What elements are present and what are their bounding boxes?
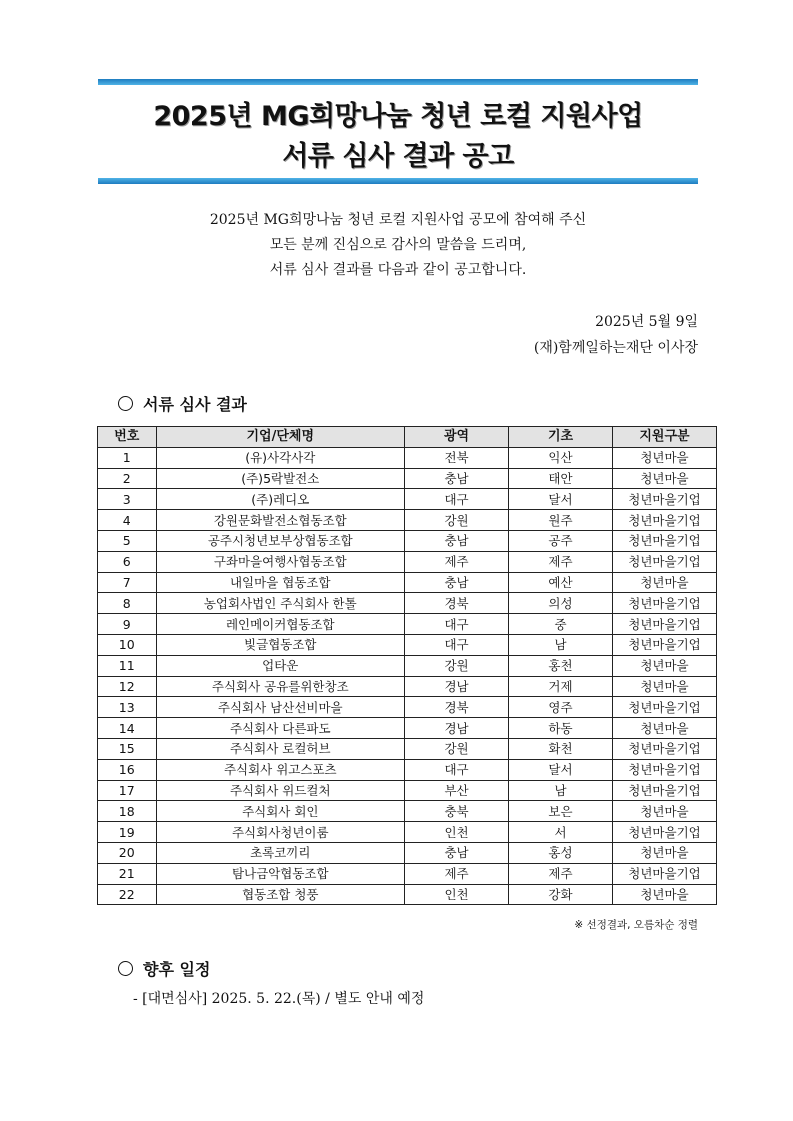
support-type-cell: 청년마을기업 [612,614,716,635]
district-cell: 제주 [509,551,613,572]
section-heading-results [118,392,247,415]
district-cell: 중 [509,614,613,635]
row-number-cell: 16 [98,759,157,780]
table-row [98,634,717,655]
row-number-cell: 8 [98,593,157,614]
support-type-cell: 청년마을기업 [612,780,716,801]
region-cell: 경북 [405,697,509,718]
table-row [98,738,717,759]
region-cell: 경북 [405,593,509,614]
region-cell: 대구 [405,634,509,655]
table-header-row [98,427,717,448]
intro-paragraph [98,208,698,283]
district-cell: 보은 [509,801,613,822]
support-type-cell: 청년마을기업 [612,759,716,780]
table-row [98,780,717,801]
table-row [98,593,717,614]
support-type-cell: 청년마을기업 [612,697,716,718]
row-number-cell: 4 [98,510,157,531]
schedule-item: - [대면심사] 2025. 5. 22.(목) / 별도 안내 예정 [133,991,425,1007]
support-type-cell: 청년마을기업 [612,510,716,531]
support-type-cell: 청년마을 [612,718,716,739]
region-cell: 충남 [405,530,509,551]
org-name-cell: 내일마을 협동조합 [156,572,405,593]
row-number-cell: 11 [98,655,157,676]
header-district: 기초 [509,427,613,448]
table-row [98,614,717,635]
support-type-cell: 청년마을 [612,676,716,697]
district-cell: 홍성 [509,842,613,863]
header-number: 번호 [98,427,157,448]
table-row [98,863,717,884]
table-row [98,697,717,718]
org-name-cell: 주식회사청년이룸 [156,822,405,843]
signature: (재)함께일하는재단 이사장 [533,340,698,356]
table-row [98,842,717,863]
region-cell: 대구 [405,759,509,780]
support-type-cell: 청년마을 [612,801,716,822]
region-cell: 충남 [405,468,509,489]
row-number-cell: 1 [98,447,157,468]
district-cell: 서 [509,822,613,843]
org-name-cell: 주식회사 다른파도 [156,718,405,739]
support-type-cell: 청년마을 [612,884,716,905]
region-cell: 충남 [405,842,509,863]
district-cell: 달서 [509,489,613,510]
intro-line-3: 서류 심사 결과를 다음과 같이 공고합니다. [269,262,527,278]
district-cell: 홍천 [509,655,613,676]
district-cell: 원주 [509,510,613,531]
support-type-cell: 청년마을 [612,655,716,676]
row-number-cell: 14 [98,718,157,739]
row-number-cell: 20 [98,842,157,863]
intro-line-2: 모든 분께 진심으로 감사의 말씀을 드리며, [269,237,527,253]
district-cell: 남 [509,780,613,801]
org-name-cell: 빛글협동조합 [156,634,405,655]
row-number-cell: 18 [98,801,157,822]
org-name-cell: (주)레디오 [156,489,405,510]
region-cell: 충남 [405,572,509,593]
row-number-cell: 5 [98,530,157,551]
table-row [98,655,717,676]
page-title-line1: 2025년 MG희망나눔 청년 로컬 지원사업 [153,101,643,132]
section-heading-schedule [118,957,210,980]
table-row [98,551,717,572]
region-cell: 제주 [405,551,509,572]
district-cell: 달서 [509,759,613,780]
org-name-cell: (유)사각사각 [156,447,405,468]
region-cell: 강원 [405,738,509,759]
district-cell: 제주 [509,863,613,884]
region-cell: 경남 [405,718,509,739]
support-type-cell: 청년마을기업 [612,551,716,572]
district-cell: 남 [509,634,613,655]
district-cell: 태안 [509,468,613,489]
support-type-cell: 청년마을기업 [612,593,716,614]
org-name-cell: 주식회사 로컬허브 [156,738,405,759]
support-type-cell: 청년마을기업 [612,489,716,510]
district-cell: 거제 [509,676,613,697]
circle-bullet-icon [118,961,133,976]
region-cell: 인천 [405,822,509,843]
header-region: 광역 [405,427,509,448]
row-number-cell: 19 [98,822,157,843]
announcement-date: 2025년 5월 9일 [595,314,698,330]
page-title-line2: 서류 심사 결과 공고 [282,141,514,172]
table-row [98,884,717,905]
table-row [98,468,717,489]
district-cell: 영주 [509,697,613,718]
org-name-cell: 주식회사 남산선비마을 [156,697,405,718]
region-cell: 강원 [405,510,509,531]
org-name-cell: 레인메이커협동조합 [156,614,405,635]
org-name-cell: 주식회사 공유를위한창조 [156,676,405,697]
support-type-cell: 청년마을 [612,468,716,489]
support-type-cell: 청년마을기업 [612,822,716,843]
region-cell: 강원 [405,655,509,676]
support-type-cell: 청년마을 [612,842,716,863]
org-name-cell: (주)5락발전소 [156,468,405,489]
table-row [98,510,717,531]
row-number-cell: 9 [98,614,157,635]
header-org-name: 기업/단체명 [156,427,405,448]
row-number-cell: 21 [98,863,157,884]
org-name-cell: 농업회사법인 주식회사 한톨 [156,593,405,614]
district-cell: 공주 [509,530,613,551]
org-name-cell: 주식회사 위고스포츠 [156,759,405,780]
row-number-cell: 17 [98,780,157,801]
support-type-cell: 청년마을기업 [612,863,716,884]
table-row [98,447,717,468]
title-bottom-rule [98,178,698,184]
row-number-cell: 13 [98,697,157,718]
table-row [98,572,717,593]
region-cell: 대구 [405,614,509,635]
region-cell: 인천 [405,884,509,905]
org-name-cell: 초록코끼리 [156,842,405,863]
org-name-cell: 주식회사 회인 [156,801,405,822]
region-cell: 경남 [405,676,509,697]
row-number-cell: 2 [98,468,157,489]
org-name-cell: 업타운 [156,655,405,676]
sort-note: ※ 선정결과, 오름차순 정렬 [574,919,698,931]
support-type-cell: 청년마을 [612,447,716,468]
org-name-cell: 주식회사 위드컬처 [156,780,405,801]
row-number-cell: 7 [98,572,157,593]
org-name-cell: 협동조합 청풍 [156,884,405,905]
support-type-cell: 청년마을 [612,572,716,593]
table-row [98,718,717,739]
table-row [98,822,717,843]
table-row [98,759,717,780]
section-heading-results-label: 서류 심사 결과 [143,395,247,414]
region-cell: 전북 [405,447,509,468]
region-cell: 부산 [405,780,509,801]
district-cell: 화천 [509,738,613,759]
row-number-cell: 12 [98,676,157,697]
table-row [98,489,717,510]
org-name-cell: 구좌마을여행사협동조합 [156,551,405,572]
title-top-rule [98,79,698,85]
results-table [97,426,717,905]
section-heading-schedule-label: 향후 일정 [143,960,211,979]
table-row [98,530,717,551]
district-cell: 하동 [509,718,613,739]
table-row [98,801,717,822]
org-name-cell: 탐나금악협동조합 [156,863,405,884]
org-name-cell: 공주시청년보부상협동조합 [156,530,405,551]
row-number-cell: 10 [98,634,157,655]
support-type-cell: 청년마을기업 [612,530,716,551]
intro-line-1: 2025년 MG희망나눔 청년 로컬 지원사업 공모에 참여해 주신 [209,212,587,228]
support-type-cell: 청년마을기업 [612,634,716,655]
region-cell: 대구 [405,489,509,510]
org-name-cell: 강원문화발전소협동조합 [156,510,405,531]
header-support-type: 지원구분 [612,427,716,448]
district-cell: 강화 [509,884,613,905]
row-number-cell: 3 [98,489,157,510]
region-cell: 제주 [405,863,509,884]
support-type-cell: 청년마을기업 [612,738,716,759]
district-cell: 예산 [509,572,613,593]
district-cell: 의성 [509,593,613,614]
row-number-cell: 22 [98,884,157,905]
row-number-cell: 6 [98,551,157,572]
region-cell: 충북 [405,801,509,822]
row-number-cell: 15 [98,738,157,759]
table-row [98,676,717,697]
circle-bullet-icon [118,396,133,411]
district-cell: 익산 [509,447,613,468]
